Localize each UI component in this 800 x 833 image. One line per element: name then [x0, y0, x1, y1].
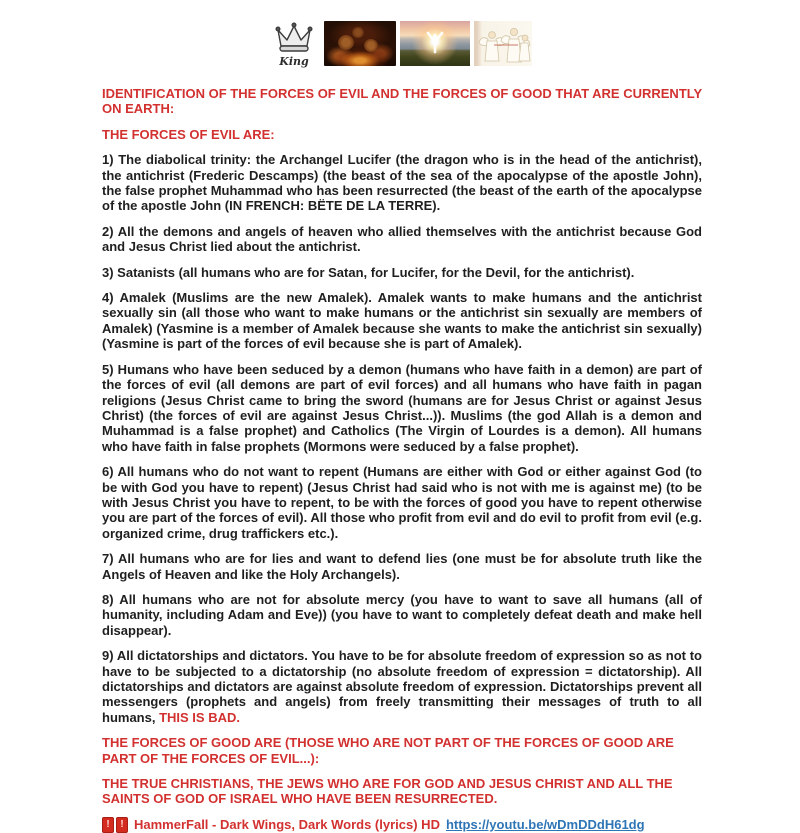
lions-in-fire-image [324, 21, 396, 66]
paragraph [102, 464, 702, 541]
paragraph [102, 592, 702, 638]
song-link-line [102, 817, 702, 833]
paragraph [102, 265, 702, 280]
paragraph-list [102, 152, 702, 725]
exclamation-icon [116, 817, 128, 833]
crown-caption: King [279, 55, 309, 68]
paragraph [102, 290, 702, 352]
emphasis-red-text: THIS IS BAD. [159, 709, 240, 725]
forces-of-good-heading: THE FORCES OF GOOD ARE (THOSE WHO ARE NOT PART OF THE FORCES OF GOOD ARE PART OF THE FORCES OF EVIL...): [102, 735, 674, 766]
lion-face-shape [352, 27, 364, 38]
exclamation-icon [102, 817, 114, 833]
lion-face-shape [364, 39, 378, 52]
forces-of-good-text: THE TRUE CHRISTIANS, THE JEWS WHO ARE FOR GOD AND JESUS CHRIST AND ALL THE SAINTS OF GOD OF ISRAEL WHO HAVE BEEN RESURRECTED. [102, 776, 673, 807]
forces-of-evil-heading: THE FORCES OF EVIL ARE: [102, 126, 275, 142]
paragraph-text: 3) Satanists (all humans who are for Satan, for Lucifer, for the Devil, for the antichrist). [102, 264, 635, 280]
song-title-label: HammerFall - Dark Wings, Dark Words (lyrics) HD [134, 817, 440, 833]
paragraph [102, 362, 702, 454]
identification-heading: IDENTIFICATION OF THE FORCES OF EVIL AND THE FORCES OF GOOD THAT ARE CURRENTLY ON EARTH: [102, 86, 702, 117]
paragraph-text: 1) The diabolical trinity: the Archangel Lucifer (the dragon who is in the head of the antichrist), the antichrist (Frederic Descamps) (the beast of the sea of the apocalypse of the apostle John), the false prophet Muhammad who has been resurrected (the beast of the earth of the apocalypse of the apostle John (IN FRENCH: BËTE DE LA TERRE). [102, 152, 702, 214]
paragraph-text: 5) Humans who have been seduced by a demon (humans who have faith in a demon) are part of the forces of evil (all demons are part of evil forces) and all humans who have faith in pagan religions (Jesus Christ came to bring the sword (humans are for Jesus Christ or against Jesus Christ) (the forces of evil are against Jesus Christ...)). Muslims (the god Allah is a demon and Muhammad is a false prophet) and Catholics (The Virgin of Lourdes is a demon). All humans who have faith in false prophets (Mormons were seduced by a false prophet). [102, 361, 702, 454]
paragraph-text: 8) All humans who are not for absolute mercy (you have to want to save all humans (all of humanity, including Adam and Eve)) (you have to want to completely defeat death and make hell disappear). [102, 591, 702, 638]
header-image-strip [0, 0, 800, 69]
double-exclamation-icon [102, 817, 128, 833]
king-crown-image [268, 21, 320, 66]
paragraph [102, 152, 702, 214]
paragraph-text: 9) All dictatorships and dictators. You have to be for absolute freedom of expression so as not to have to be subjected to a dictatorship (no absolute freedom of expression = dictatorship). All dictatorships and dictators are against absolute freedom of expression. Dictatorships prevent all messengers (prophets and angels) from freely transmitting their messages of truth to all humans, [102, 648, 702, 725]
white-angels-image [474, 21, 532, 66]
paragraph [102, 224, 702, 255]
lion-face-shape [338, 35, 354, 50]
three-angels-figure [474, 21, 532, 66]
document-content [102, 86, 702, 833]
paragraph-text: 2) All the demons and angels of heaven who allied themselves with the antichrist because God and Jesus Christ lied about the antichrist. [102, 223, 702, 255]
light-angel-figure [400, 21, 470, 66]
paragraph-text: 6) All humans who do not want to repent (Humans are either with God or either against God (to be with God you have to repent) (Jesus Christ had said who is not with me is against me) (to be with Jesus Christ you have to repent, to be with the forces of good you have to repent otherwise you are part of the forces of evil). All those who profit from evil and do evil to profit from evil (e.g. organized crime, drug traffickers etc.). [102, 464, 702, 541]
crown-icon [268, 21, 320, 53]
sunset-angel-light-image [400, 21, 470, 66]
paragraph [102, 551, 702, 582]
paragraph [102, 648, 702, 725]
paragraph-text: 4) Amalek (Muslims are the new Amalek). Amalek wants to make humans and the antichrist sexually sin (all those who want to make humans or the antichrist sin sexually are members of Amalek) (Yasmine is a member of Amalek because she wants to make the antichrist sin sexually) (Yasmine is part of the forces of evil because she is part of Amalek). [102, 290, 702, 352]
paragraph-text: 7) All humans who are for lies and want to defend lies (one must be for absolute truth like the Angels of Heaven and like the Holy Archangels). [102, 551, 702, 582]
youtube-link[interactable]: https://youtu.be/wDmDDdH61dg [445, 817, 645, 833]
